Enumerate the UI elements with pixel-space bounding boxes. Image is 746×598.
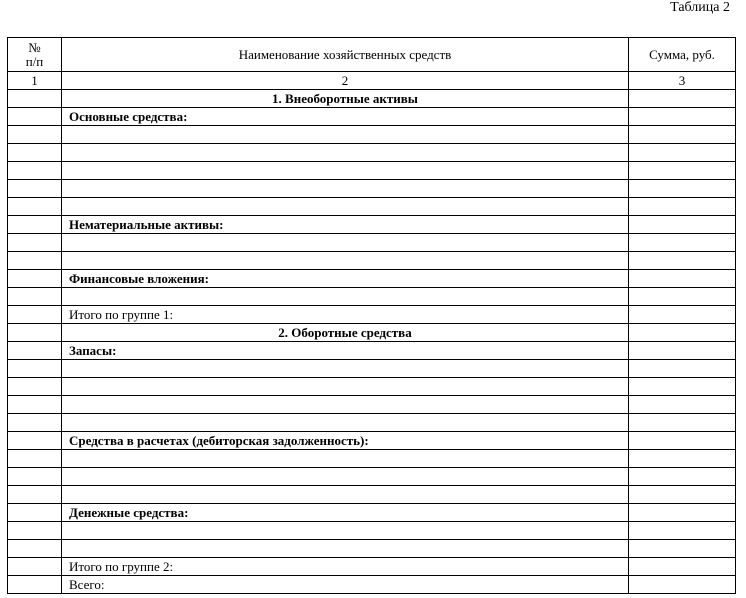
table-row (8, 324, 736, 342)
group-heading-cell: Запасы: (62, 342, 629, 360)
table-row (8, 342, 736, 360)
table-row (8, 522, 736, 540)
table-row (8, 234, 736, 252)
header-number: № п/п (8, 38, 62, 72)
row-name-cell (62, 522, 629, 540)
table-row (8, 252, 736, 270)
row-sum-cell (629, 378, 736, 396)
row-number-cell (8, 126, 62, 144)
table-row (8, 378, 736, 396)
row-number-cell (8, 432, 62, 450)
row-name-cell (62, 180, 629, 198)
row-number-cell (8, 90, 62, 108)
numbering-cell-1: 1 (8, 72, 62, 90)
table-row (8, 540, 736, 558)
table-row (8, 270, 736, 288)
row-number-cell (8, 144, 62, 162)
row-name-cell: Итого по группе 1: (62, 306, 629, 324)
row-name-cell (62, 234, 629, 252)
row-sum-cell (629, 252, 736, 270)
table-row (8, 162, 736, 180)
assets-table (7, 37, 736, 594)
table-row (8, 504, 736, 522)
row-number-cell (8, 198, 62, 216)
row-number-cell (8, 522, 62, 540)
row-name-cell (62, 162, 629, 180)
table-row (8, 558, 736, 576)
row-sum-cell (629, 432, 736, 450)
header-row (8, 38, 736, 72)
numbering-cell-2: 2 (62, 72, 629, 90)
row-number-cell (8, 270, 62, 288)
table-row (8, 288, 736, 306)
header-sum: Сумма, руб. (629, 38, 736, 72)
row-sum-cell (629, 576, 736, 594)
row-sum-cell (629, 90, 736, 108)
row-name-cell (62, 540, 629, 558)
row-number-cell (8, 576, 62, 594)
row-name-cell (62, 396, 629, 414)
table-caption: Таблица 2 (670, 0, 730, 15)
row-name-cell (62, 360, 629, 378)
row-number-cell (8, 324, 62, 342)
table-row (8, 198, 736, 216)
row-name-cell: Итого по группе 2: (62, 558, 629, 576)
row-number-cell (8, 558, 62, 576)
row-number-cell (8, 540, 62, 558)
table-row (8, 396, 736, 414)
row-name-cell (62, 198, 629, 216)
row-number-cell (8, 396, 62, 414)
row-sum-cell (629, 198, 736, 216)
row-number-cell (8, 108, 62, 126)
row-name-cell (62, 450, 629, 468)
section-heading-cell: 2. Оборотные средства (62, 324, 629, 342)
table-row (8, 468, 736, 486)
numbering-cell-3: 3 (629, 72, 736, 90)
table-row (8, 414, 736, 432)
table-row (8, 432, 736, 450)
row-sum-cell (629, 162, 736, 180)
table-row (8, 216, 736, 234)
row-sum-cell (629, 270, 736, 288)
row-sum-cell (629, 504, 736, 522)
row-name-cell (62, 468, 629, 486)
row-number-cell (8, 162, 62, 180)
table-row (8, 576, 736, 594)
row-sum-cell (629, 306, 736, 324)
group-heading-cell: Основные средства: (62, 108, 629, 126)
row-sum-cell (629, 468, 736, 486)
row-sum-cell (629, 414, 736, 432)
table-row (8, 144, 736, 162)
row-sum-cell (629, 342, 736, 360)
row-sum-cell (629, 540, 736, 558)
row-sum-cell (629, 522, 736, 540)
row-number-cell (8, 414, 62, 432)
row-number-cell (8, 504, 62, 522)
row-sum-cell (629, 234, 736, 252)
row-number-cell (8, 342, 62, 360)
row-sum-cell (629, 180, 736, 198)
row-name-cell: Всего: (62, 576, 629, 594)
table-row (8, 90, 736, 108)
row-name-cell (62, 144, 629, 162)
row-name-cell (62, 252, 629, 270)
row-sum-cell (629, 396, 736, 414)
section-heading-cell: 1. Внеоборотные активы (62, 90, 629, 108)
row-sum-cell (629, 558, 736, 576)
row-name-cell (62, 126, 629, 144)
table-row (8, 180, 736, 198)
row-sum-cell (629, 108, 736, 126)
row-number-cell (8, 252, 62, 270)
row-sum-cell (629, 360, 736, 378)
row-number-cell (8, 288, 62, 306)
row-sum-cell (629, 324, 736, 342)
row-name-cell (62, 288, 629, 306)
group-heading-cell: Финансовые вложения: (62, 270, 629, 288)
row-sum-cell (629, 288, 736, 306)
row-name-cell (62, 378, 629, 396)
row-number-cell (8, 234, 62, 252)
row-number-cell (8, 180, 62, 198)
row-number-cell (8, 486, 62, 504)
group-heading-cell: Денежные средства: (62, 504, 629, 522)
group-heading-cell: Нематериальные активы: (62, 216, 629, 234)
row-number-cell (8, 360, 62, 378)
header-name: Наименование хозяйственных средств (62, 38, 629, 72)
row-sum-cell (629, 144, 736, 162)
table-row (8, 108, 736, 126)
row-number-cell (8, 216, 62, 234)
table-row (8, 126, 736, 144)
row-number-cell (8, 468, 62, 486)
numbering-row (8, 72, 736, 90)
row-sum-cell (629, 486, 736, 504)
row-name-cell (62, 414, 629, 432)
group-heading-cell: Средства в расчетах (дебиторская задолженность): (62, 432, 629, 450)
table-row (8, 306, 736, 324)
row-sum-cell (629, 216, 736, 234)
table-row (8, 486, 736, 504)
row-sum-cell (629, 126, 736, 144)
row-number-cell (8, 378, 62, 396)
row-sum-cell (629, 450, 736, 468)
row-number-cell (8, 450, 62, 468)
table-row (8, 360, 736, 378)
row-number-cell (8, 306, 62, 324)
table-row (8, 450, 736, 468)
row-name-cell (62, 486, 629, 504)
